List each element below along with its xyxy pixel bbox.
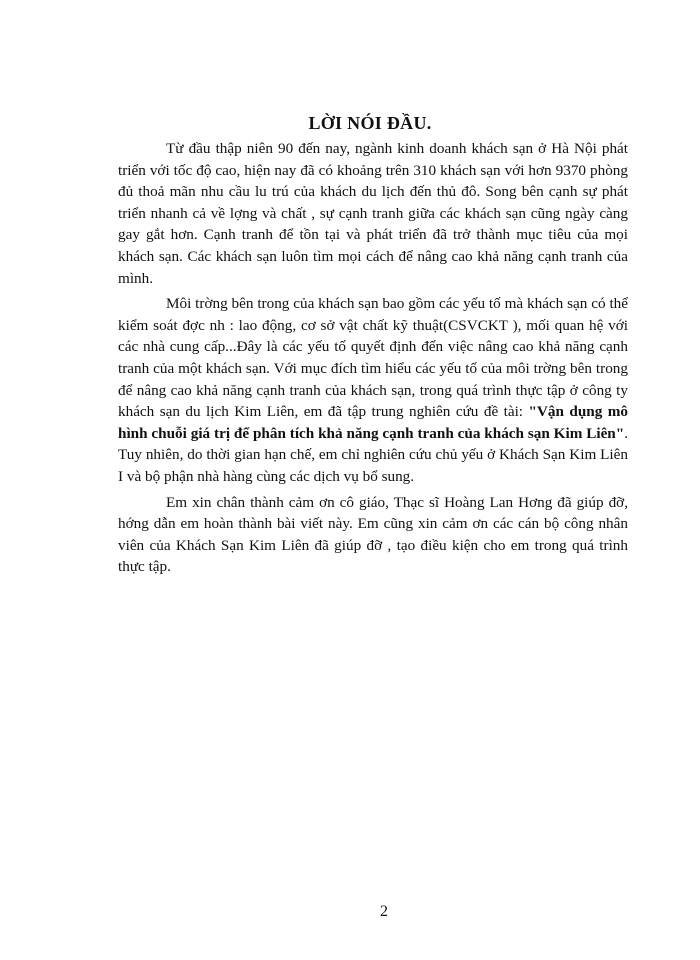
- thesis-topic: "Vận dụng mô hình chuỗi giá trị để phân tích khả năng cạnh tranh của khách sạn Kim Liên": [118, 403, 628, 442]
- paragraph-2: [118, 293, 628, 487]
- paragraph-2-intro: Môi trờng bên trong của khách sạn bao gồm các yếu tố mà khách sạn có thể kiểm soát đợc nh : lao động, cơ sở vật chất kỹ thuật(CSVCKT ), mối quan hệ với các nhà cung cấp...Đây là các yếu tố quyết định đến việc nâng cao khả năng cạnh tranh của một khách sạn. Với mục đích tìm hiểu các yếu tố của môi trờng bên trong để nâng cao khả năng cạnh tranh của khách sạn, trong quá trình thực tập ở công ty khách sạn du lịch Kim Liên, em đã tập trung nghiên cứu đề tài:: [118, 295, 628, 421]
- paragraph-2-end: . Tuy nhiên, do thời gian hạn chế, em chỉ nghiên cứu chủ yếu ở Khách Sạn Kim Liên I và bộ phận nhà hàng cùng các dịch vụ bổ sung.: [118, 424, 628, 485]
- page-number: 2: [380, 903, 388, 920]
- page-title: LỜI NÓI ĐẦU.: [308, 113, 432, 133]
- body-text: [118, 138, 628, 582]
- paragraph-1: Từ đầu thập niên 90 đến nay, ngành kinh doanh khách sạn ở Hà Nội phát triển với tốc độ cao, hiện nay đã có khoảng trên 310 khách sạn với hơn 9370 phòng đủ thoả mãn nhu cầu lu trú của khách du lịch đến thủ đô. Song bên cạnh sự phát triển nhanh cả về lợng và chất , sự cạnh tranh giữa các khách sạn cũng ngày càng gay gắt hơn. Cạnh tranh để tồn tại và phát triển đã trở thành mục tiêu của mọi khách sạn. Các khách sạn luôn tìm mọi cách để nâng cao khả năng cạnh tranh của mình.: [118, 140, 628, 287]
- paragraph-3: Em xin chân thành cảm ơn cô giáo, Thạc sĩ Hoàng Lan Hơng đã giúp đỡ, hớng dẫn em hoàn thành bài viết này. Em cũng xin cảm ơn các cán bộ công nhân viên của Khách Sạn Kim Liên đã giúp đỡ , tạo điều kiện cho em trong quá trình thực tập.: [118, 493, 628, 576]
